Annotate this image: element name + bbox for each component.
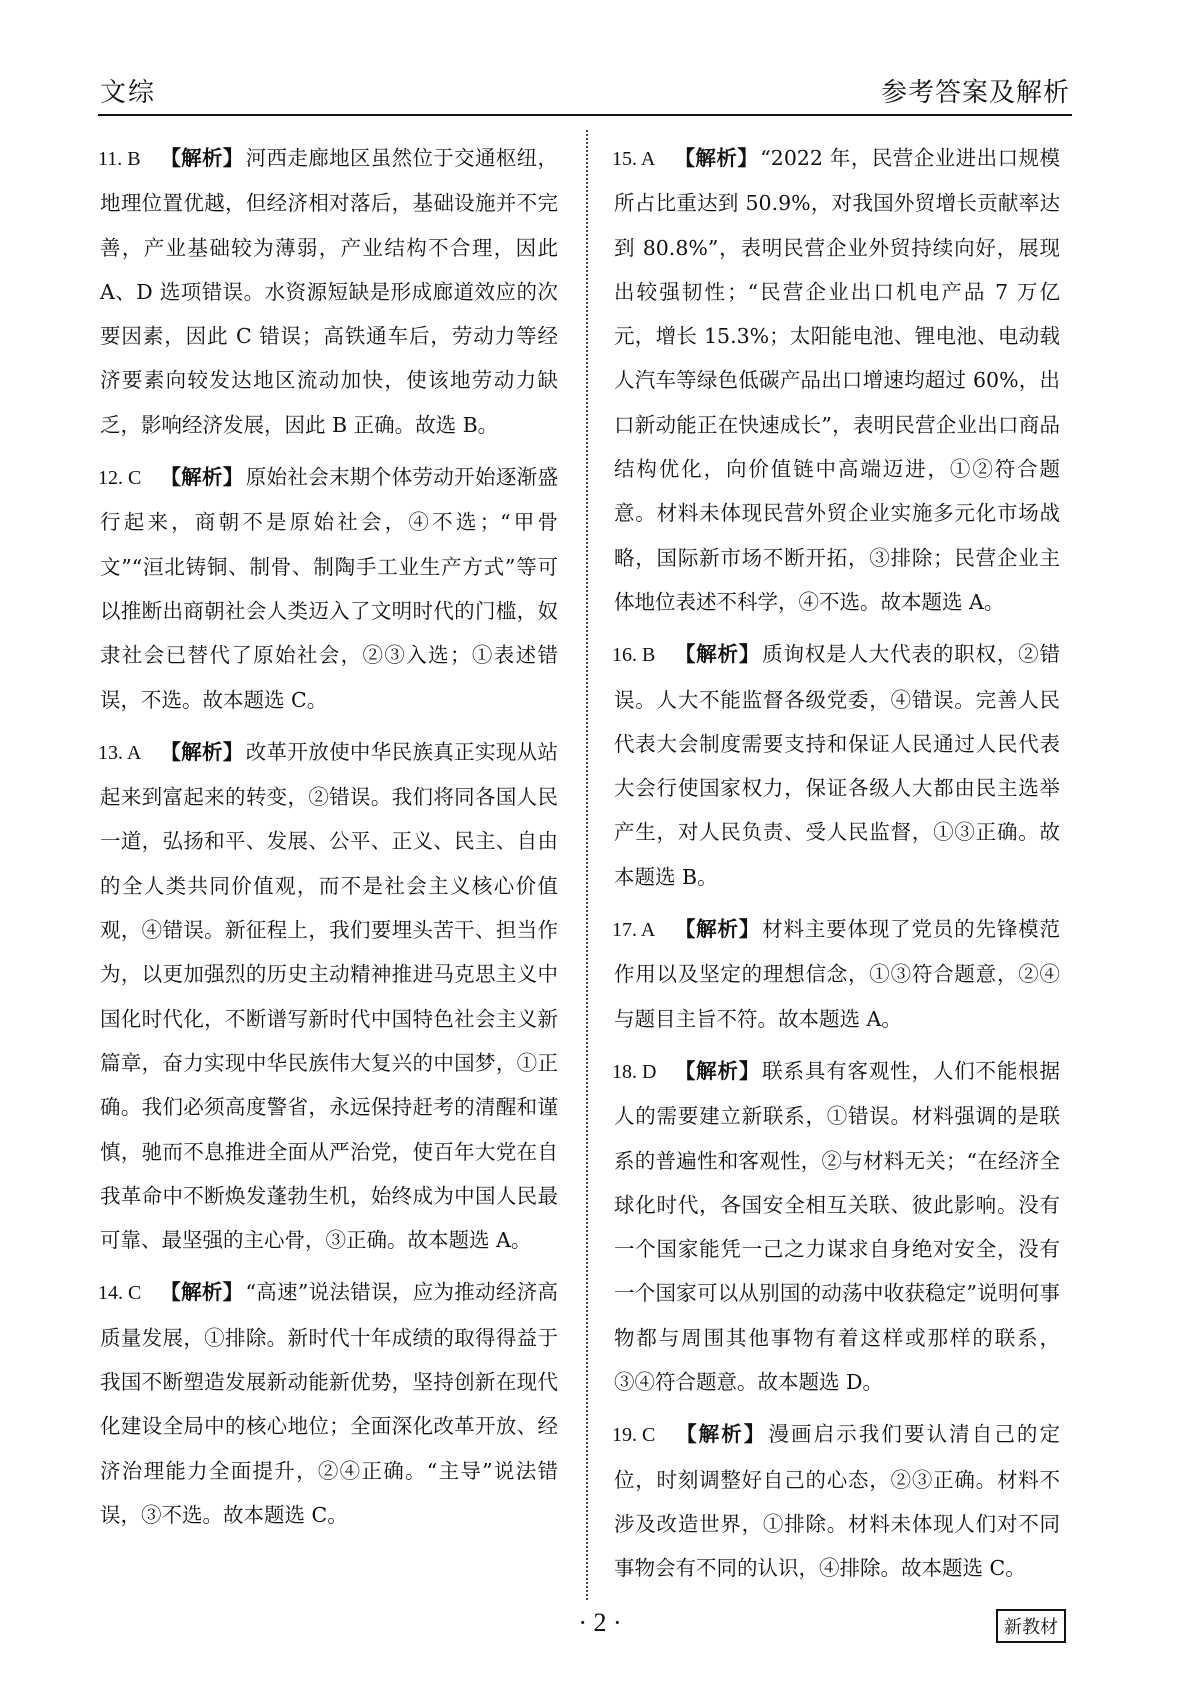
item-label: 【解析】 — [674, 642, 761, 667]
item-text: 河西走廊地区虽然位于交通枢纽，地理位置优越，但经济相对落后，基础设施并不完善，产业基础较为薄弱，产业结构不合理，因此 A、D 选项错误。水资源短缺是形成廊道效应的次要因素，因此 C 错误；高铁通车后，劳动力等经济要素向较发达地区流动加快，使该地劳动力缺乏，影响经济发展，因此 B 正确。故选 B。 — [100, 146, 559, 437]
item-label: 【解析】 — [160, 739, 244, 764]
item-number: 14. C — [98, 1282, 142, 1305]
item-number: 12. C — [98, 467, 142, 490]
header-rule — [98, 114, 1072, 116]
item-label: 【解析】 — [160, 465, 244, 490]
item-label: 【解析】 — [674, 1422, 767, 1447]
answer-item-18 — [614, 1049, 1060, 1404]
item-number: 13. A — [98, 741, 142, 764]
item-text: 改革开放使中华民族真正实现从站起来到富起来的转变，②错误。我们将同各国人民一道，弘扬和平、发展、公平、正义、民主、自由的全人类共同价值观，而不是社会主义核心价值观，④错误。新征程上，我们要埋头苦干、担当作为，以更加强烈的历史主动精神推进马克思主义中国化时代化，不断谱写新时代中国特色社会主义新篇章，奋力实现中华民族伟大复兴的中国梦，①正确。我们必须高度警省，永远保持赶考的清醒和谨慎，驰而不息推进全面从严治党，使百年大党在自我革命中不断焕发蓬勃生机，始终成为中国人民最可靠、最坚强的主心骨，③正确。故本题选 A。 — [100, 739, 559, 1253]
item-label: 【解析】 — [674, 1058, 761, 1083]
column-divider — [586, 130, 588, 1600]
item-number: 19. C — [612, 1424, 656, 1447]
item-number: 15. A — [612, 148, 656, 170]
item-text: 联系具有客观性，人们不能根据人的需要建立新联系，①错误。材料强调的是联系的普遍性和客观性，②与材料无关；“在经济全球化时代，各国安全相互关联、彼此影响。没有一个国家能凭一己之力谋求自身绝对安全，没有一个国家可以从别国的动荡中收获稳定”说明何事物都与周围其他事物有着这样或那样的联系，③④符合题意。故本题选 D。 — [614, 1058, 1061, 1395]
item-label: 【解析】 — [160, 1280, 244, 1305]
answer-item-12 — [100, 455, 558, 722]
answer-item-13 — [100, 730, 558, 1263]
item-number: 17. A — [612, 919, 656, 942]
right-column — [614, 136, 1060, 1599]
header-subject: 文综 — [100, 78, 157, 108]
answer-item-17 — [614, 907, 1060, 1041]
answer-item-16 — [614, 632, 1060, 899]
item-text: “高速”说法错误，应为推动经济高质量发展，①排除。新时代十年成绩的取得得益于我国不断塑造发展新动能新优势，坚持创新在现代化建设全局中的核心地位；全面深化改革开放、经济治理能力全面提升，②④正确。“主导”说法错误，③不选。故本题选 C。 — [100, 1280, 558, 1527]
item-number: 18. D — [612, 1060, 657, 1083]
item-text: “2022 年，民营企业进出口规模所占比重达到 50.9%，对我国外贸增长贡献率达到 80.8%”，表明民营企业外贸持续向好，展现出较强韧性；“民营企业出口机电产品 7 万亿元，增长 15.3%；太阳能电池、锂电池、电动载人汽车等绿色低碳产品出口增速均超过 60%，出口新动能正在快速成长”，表明民营企业出口商品结构优化，向价值链中高端迈进，①②符合题意。材料未体现民营外贸企业实施多元化市场战略，国际新市场不断开拓，③排除；民营企业主体地位表述不科学，④不选。故本题选 A。 — [614, 146, 1061, 614]
item-text: 质询权是人大代表的职权，②错误。人大不能监督各级党委，④错误。完善人民代表大会制度需要支持和保证人民通过人民代表大会行使国家权力，保证各级人大都由民主选举产生，对人民负责、受人民监督，①③正确。故本题选 B。 — [614, 642, 1061, 889]
edition-badge: 新教材 — [996, 1609, 1066, 1643]
item-text: 原始社会末期个体劳动开始逐渐盛行起来，商朝不是原始社会，④不选；“甲骨文”“洹北铸铜、制骨、制陶手工业生产方式”等可以推断出商朝社会人类迈入了文明时代的门槛，奴隶社会已替代了原始社会，②③入选；①表述错误，不选。故本题选 C。 — [100, 465, 559, 712]
item-text: 材料主要体现了党员的先锋模范作用以及坚定的理想信念，①③符合题意，②④与题目主旨不符。故本题选 A。 — [614, 917, 1061, 1031]
item-label: 【解析】 — [674, 146, 759, 170]
item-number: 16. B — [612, 644, 656, 667]
item-text: 漫画启示我们要认清自己的定位，时刻调整好自己的心态，②③正确。材料不涉及改造世界，①排除。材料未体现人们对不同事物会有不同的认识，④排除。故本题选 C。 — [614, 1422, 1061, 1581]
header-title: 参考答案及解析 — [880, 78, 1070, 108]
item-number: 11. B — [98, 148, 141, 170]
item-label: 【解析】 — [160, 146, 244, 170]
answer-item-15 — [614, 136, 1060, 624]
answer-item-14 — [100, 1270, 558, 1537]
left-column — [100, 136, 558, 1545]
answer-item-11 — [100, 136, 558, 447]
item-label: 【解析】 — [674, 917, 761, 942]
page-number: · 2 · — [578, 1608, 622, 1637]
answer-item-19 — [614, 1412, 1060, 1590]
